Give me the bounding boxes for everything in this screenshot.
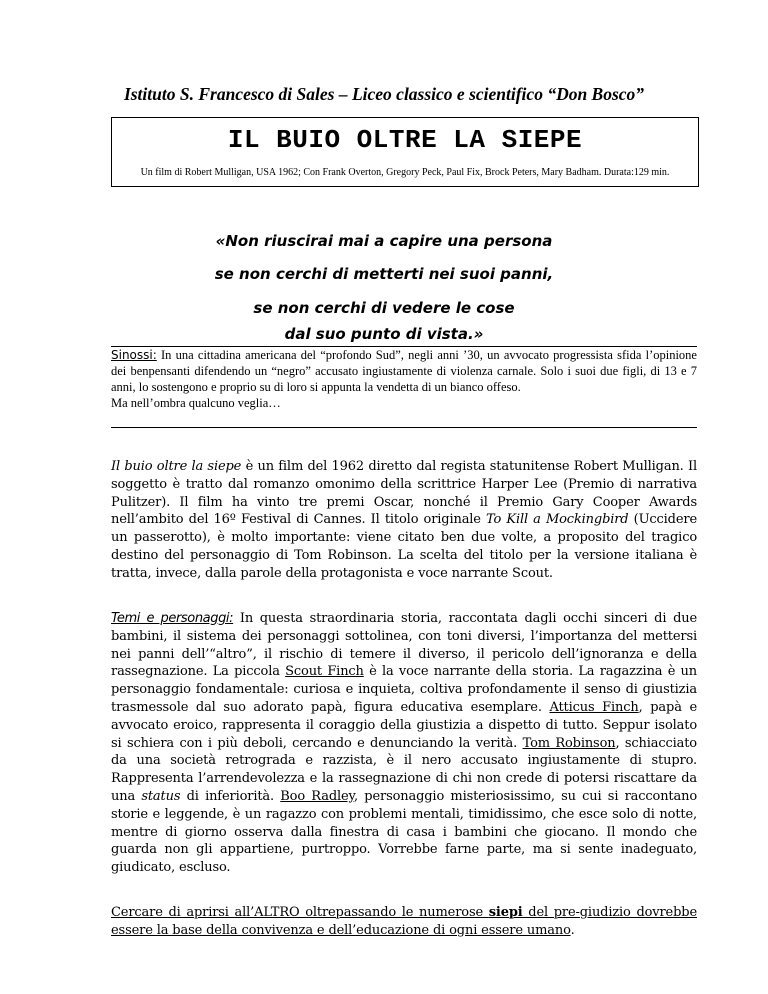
- intro-original-title: To Kill a Mockingbird: [486, 512, 629, 528]
- closing-text-1: Cercare di aprirsi all’ALTRO oltrepassando le numerose: [111, 905, 489, 920]
- film-title: IL BUIO OLTRE LA SIEPE: [227, 125, 583, 155]
- themes-text-3: , papà e avvocato eroico, rappresenta il coraggio della giustizia a dispetto di tutto. Seppur isolato si schiera con i più deboli, cercando e denunciando la verità.: [111, 699, 697, 751]
- themes-paragraph: [111, 610, 697, 877]
- closing-siepi: siepi: [488, 905, 523, 920]
- character-tom: Tom Robinson: [522, 735, 616, 751]
- intro-film-title: Il buio oltre la siepe: [111, 459, 242, 474]
- school-header: Istituto S. Francesco di Sales – Liceo classico e scientifico “Don Bosco”: [123, 84, 645, 104]
- synopsis-paragraph: [111, 347, 697, 411]
- themes-text-4: , schiacciato da una società retrograda e razzista, è il nero accusato ingiustamente di stupro. Rappresenta l’arrendevolezza e la rassegnazione di chi non crede di potersi riscattare da una status di inferiorità.: [111, 735, 697, 804]
- closing-paragraph: [111, 904, 697, 940]
- closing-end: .: [570, 922, 575, 938]
- themes-text-2: è la voce narrante della storia. La ragazzina è un personaggio fondamentale: curiosa e inquieta, coltiva profondamente il senso di giustizia trasmessole dal suo adorato papà, figura educativa esemplare.: [111, 664, 698, 715]
- quote-line-2: se non cerchi di metterti nei suoi panni,: [214, 265, 554, 283]
- intro-text-2: (Uccidere un passerotto), è molto importante: viene citato ben due volte, a proposito del tragico destino del personaggio di Tom Robinson. La scelta del titolo per la versione italiana è tratta, invece, dalla parole della protagonista e voce narrante Scout.: [111, 512, 697, 581]
- closing-text-2: del pre-giudizio dovrebbe essere la base della convivenza e dell’educazione di ogni essere umano: [111, 905, 697, 938]
- status-word: status: [141, 788, 181, 804]
- synopsis-text: In una cittadina americana del “profondo Sud”, negli anni ’30, un avvocato progressista sfida l’opinione dei benpensanti difendendo un “negro” accusato ingiustamente di violenza carnale. Solo i suoi due figli, di 13 e 7 anni, lo sostengono e proprio su di loro si appunta la vendetta di un bianco offeso.: [111, 348, 697, 394]
- character-boo: Boo Radley: [280, 788, 355, 804]
- title-box: [111, 117, 699, 187]
- character-scout: Scout Finch: [285, 664, 364, 680]
- intro-text-1: è un film del 1962 diretto dal regista statunitense Robert Mulligan. Il soggetto è tratto dal romanzo omonimo della scrittrice Harper Lee (Premio di narrativa Pulitzer). Il film ha vinto tre premi Oscar, nonché il Premio Gary Cooper Awards nell’ambito del 16º Festival di Cannes. Il titolo originale: [111, 459, 698, 528]
- synopsis-divider: [111, 427, 697, 428]
- intro-paragraph: [111, 458, 697, 583]
- themes-label: Temi e personaggi:: [111, 611, 234, 626]
- themes-text-1: In questa straordinaria storia, raccontata dagli occhi sinceri di due bambini, il sistema dei personaggi sottolinea, con toni diversi, l’importanza del mettersi nei panni dell’“altro”, il rischio di temere il diverso, il pericolo dell’ignoranza e della rassegnazione. La piccola: [111, 611, 698, 680]
- synopsis-label: Sinossi:: [111, 348, 157, 362]
- synopsis-last-line: Ma nell’ombra qualcuno veglia…: [111, 396, 281, 410]
- character-atticus: Atticus Finch: [549, 699, 639, 715]
- quote-line-3: se non cerchi di vedere le cose: [253, 299, 515, 317]
- quote-line-1: «Non riuscirai mai a capire una persona: [215, 232, 553, 250]
- themes-text-5: , personaggio misteriosissimo, su cui si raccontano storie e leggende, è un ragazzo con problemi mentali, timidissimo, che esce solo di notte, mentre di giorno osserva dalla finestra di casa i bambini che giocano. Il mondo che guarda non gli appartiene, purtroppo. Vorrebbe farne parte, ma si sente inadeguato, giudicato, escluso.: [111, 788, 698, 876]
- film-credits: Un film di Robert Mulligan, USA 1962; Con Frank Overton, Gregory Peck, Paul Fix, Brock Peters, Mary Badham. Durata:129 min.: [140, 167, 670, 178]
- quote-line-4: dal suo punto di vista.»: [284, 325, 484, 343]
